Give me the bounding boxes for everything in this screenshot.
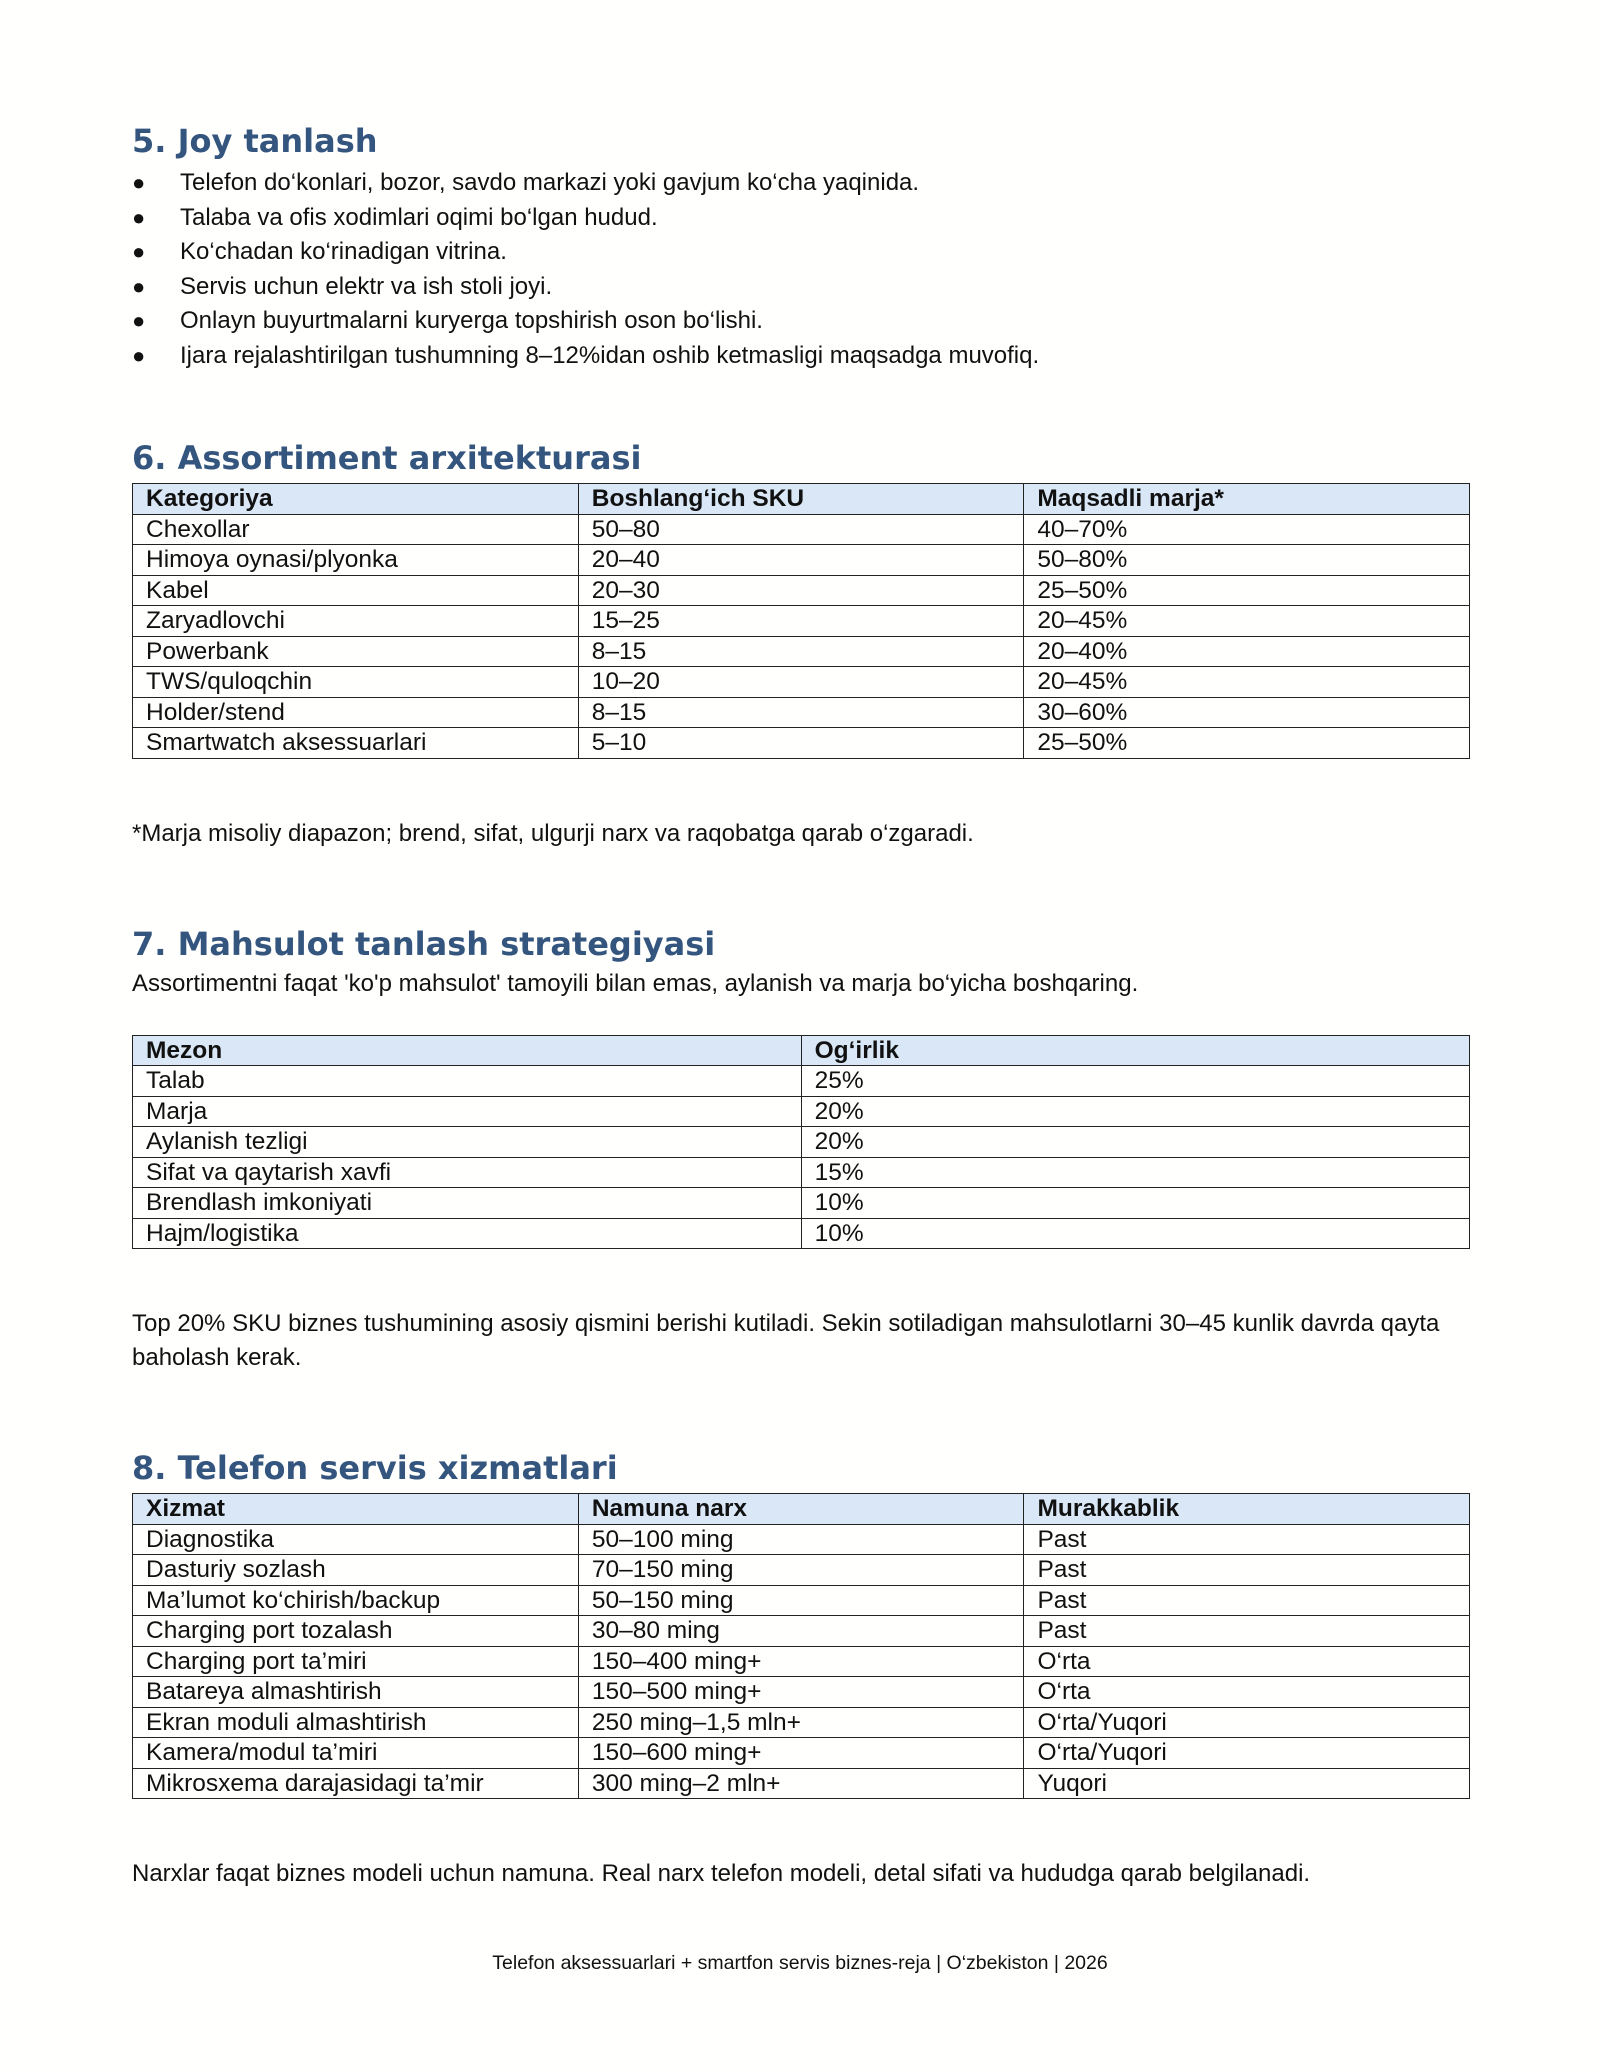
table-cell: Zaryadlovchi: [133, 606, 579, 637]
table-cell: Batareya almashtirish: [133, 1677, 579, 1708]
table-cell: 50–150 ming: [578, 1585, 1024, 1616]
table-cell: 70–150 ming: [578, 1555, 1024, 1586]
table-row: [133, 636, 1470, 667]
table-row: [133, 1646, 1470, 1677]
table-row: [133, 1707, 1470, 1738]
list-item: ● Ko‘chadan ko‘rinadigan vitrina.: [132, 235, 1470, 270]
table-row: [133, 1066, 1470, 1097]
column-header: Maqsadli marja*: [1024, 484, 1470, 515]
section-8-heading: 8. Telefon servis xizmatlari: [132, 1449, 618, 1487]
table-cell: 25–50%: [1024, 728, 1470, 759]
table-cell: 15%: [801, 1157, 1469, 1188]
table-cell: Diagnostika: [133, 1524, 579, 1555]
table-cell: 10–20: [578, 667, 1024, 698]
section-8-note: Narxlar faqat biznes modeli uchun namuna. Real narx telefon modeli, detal sifati va hududga qarab belgilanadi.: [132, 1860, 1311, 1887]
table-cell: 150–400 ming+: [578, 1646, 1024, 1677]
table-cell: 20–40%: [1024, 636, 1470, 667]
table-cell: 25–50%: [1024, 575, 1470, 606]
table-cell: Past: [1024, 1555, 1470, 1586]
table-cell: Ekran moduli almashtirish: [133, 1707, 579, 1738]
table-cell: Himoya oynasi/plyonka: [133, 545, 579, 576]
table-cell: 20–40: [578, 545, 1024, 576]
table-cell: 40–70%: [1024, 514, 1470, 545]
table-row: [133, 1157, 1470, 1188]
section-7-heading: 7. Mahsulot tanlash strategiyasi: [132, 924, 716, 963]
table-cell: Charging port ta’miri: [133, 1646, 579, 1677]
column-header: Kategoriya: [133, 484, 579, 515]
table-row: [133, 606, 1470, 637]
document-page: [132, 118, 1470, 1891]
table-row: [133, 1188, 1470, 1219]
table-cell: Holder/stend: [133, 697, 579, 728]
table-row: [133, 1616, 1470, 1647]
table-header-row: [133, 1035, 1470, 1066]
table-row: [133, 1127, 1470, 1158]
table-cell: Past: [1024, 1524, 1470, 1555]
table-cell: Sifat va qaytarish xavfi: [133, 1157, 802, 1188]
table-cell: Smartwatch aksessuarlari: [133, 728, 579, 759]
table-cell: Powerbank: [133, 636, 579, 667]
bullet-icon: ●: [132, 239, 146, 264]
table-cell: Chexollar: [133, 514, 579, 545]
table-row: [133, 728, 1470, 759]
section-5-heading: 5. Joy tanlash: [132, 122, 378, 160]
services-table: [132, 1493, 1470, 1799]
table-row: [133, 545, 1470, 576]
table-cell: Hajm/logistika: [133, 1218, 802, 1249]
list-item: ● Telefon do‘konlari, bozor, savdo markazi yoki gavjum ko‘cha yaqinida.: [132, 166, 1470, 201]
table-cell: 15–25: [578, 606, 1024, 637]
list-item: ● Servis uchun elektr va ish stoli joyi.: [132, 270, 1470, 305]
table-row: [133, 697, 1470, 728]
table-cell: O‘rta/Yuqori: [1024, 1707, 1470, 1738]
table-cell: Past: [1024, 1616, 1470, 1647]
table-row: [133, 1768, 1470, 1799]
table-cell: 150–500 ming+: [578, 1677, 1024, 1708]
table-cell: 20–45%: [1024, 606, 1470, 637]
table-row: [133, 1218, 1470, 1249]
table-cell: Ma’lumot ko‘chirish/backup: [133, 1585, 579, 1616]
section-5-bullet-list: [132, 166, 1470, 373]
bullet-icon: ●: [132, 170, 146, 195]
column-header: Xizmat: [133, 1494, 579, 1525]
page-footer: Telefon aksessuarlari + smartfon servis biznes-reja | O‘zbekiston | 2026: [492, 1952, 1108, 1974]
table-cell: 25%: [801, 1066, 1469, 1097]
table-cell: Kabel: [133, 575, 579, 606]
table-cell: O‘rta/Yuqori: [1024, 1738, 1470, 1769]
table-cell: 20–45%: [1024, 667, 1470, 698]
table-cell: Past: [1024, 1585, 1470, 1616]
table-row: [133, 514, 1470, 545]
table-cell: TWS/quloqchin: [133, 667, 579, 698]
column-header: Og‘irlik: [801, 1035, 1469, 1066]
section-6-heading: 6. Assortiment arxitekturasi: [132, 439, 642, 477]
column-header: Mezon: [133, 1035, 802, 1066]
table-cell: O‘rta: [1024, 1677, 1470, 1708]
table-row: [133, 1555, 1470, 1586]
section-7-intro: Assortimentni faqat 'ko'p mahsulot' tamoyili bilan emas, aylanish va marja bo‘yicha boshqaring.: [132, 969, 1139, 997]
table-cell: Marja: [133, 1096, 802, 1127]
table-cell: Brendlash imkoniyati: [133, 1188, 802, 1219]
table-cell: 5–10: [578, 728, 1024, 759]
table-cell: 30–80 ming: [578, 1616, 1024, 1647]
list-item: ● Talaba va ofis xodimlari oqimi bo‘lgan hudud.: [132, 201, 1470, 236]
table-row: [133, 1096, 1470, 1127]
table-cell: 150–600 ming+: [578, 1738, 1024, 1769]
table-cell: 50–80%: [1024, 545, 1470, 576]
table-cell: Kamera/modul ta’miri: [133, 1738, 579, 1769]
table-cell: 20–30: [578, 575, 1024, 606]
table-cell: Yuqori: [1024, 1768, 1470, 1799]
table-cell: Mikrosxema darajasidagi ta’mir: [133, 1768, 579, 1799]
column-header: Murakkablik: [1024, 1494, 1470, 1525]
table-header-row: [133, 1494, 1470, 1525]
table-row: [133, 1585, 1470, 1616]
table-cell: 50–100 ming: [578, 1524, 1024, 1555]
bullet-icon: ●: [132, 308, 146, 333]
bullet-icon: ●: [132, 204, 146, 230]
table-cell: O‘rta: [1024, 1646, 1470, 1677]
list-item: ● Ijara rejalashtirilgan tushumning 8–12%idan oshib ketmasligi maqsadga muvofiq.: [132, 339, 1470, 374]
table-cell: 20%: [801, 1127, 1469, 1158]
table-row: [133, 1738, 1470, 1769]
table-row: [133, 1524, 1470, 1555]
table-cell: 50–80: [578, 514, 1024, 545]
table-cell: Aylanish tezligi: [133, 1127, 802, 1158]
table-row: [133, 575, 1470, 606]
table-row: [133, 1677, 1470, 1708]
table-cell: 8–15: [578, 697, 1024, 728]
list-item: ● Onlayn buyurtmalarni kuryerga topshirish oson bo‘lishi.: [132, 304, 1470, 339]
bullet-icon: ●: [132, 342, 146, 368]
table-cell: 20%: [801, 1096, 1469, 1127]
table-cell: 10%: [801, 1188, 1469, 1219]
table-cell: 300 ming–2 mln+: [578, 1768, 1024, 1799]
table-header-row: [133, 484, 1470, 515]
table-cell: 30–60%: [1024, 697, 1470, 728]
column-header: Namuna narx: [578, 1494, 1024, 1525]
assortment-table: [132, 483, 1470, 759]
table-cell: 8–15: [578, 636, 1024, 667]
criteria-table: [132, 1035, 1470, 1250]
table-cell: Talab: [133, 1066, 802, 1097]
column-header: Boshlang‘ich SKU: [578, 484, 1024, 515]
table-row: [133, 667, 1470, 698]
table-cell: Charging port tozalash: [133, 1616, 579, 1647]
bullet-icon: ●: [132, 273, 146, 299]
margin-footnote: *Marja misoliy diapazon; brend, sifat, ulgurji narx va raqobatga qarab o‘zgaradi.: [132, 819, 974, 847]
section-7-note: Top 20% SKU biznes tushumining asosiy qismini berishi kutiladi. Sekin sotiladigan mahsulotlarni 30–45 kunlik davrda qayta baholash kerak.: [132, 1310, 1440, 1371]
table-cell: 10%: [801, 1218, 1469, 1249]
table-cell: Dasturiy sozlash: [133, 1555, 579, 1586]
table-cell: 250 ming–1,5 mln+: [578, 1707, 1024, 1738]
